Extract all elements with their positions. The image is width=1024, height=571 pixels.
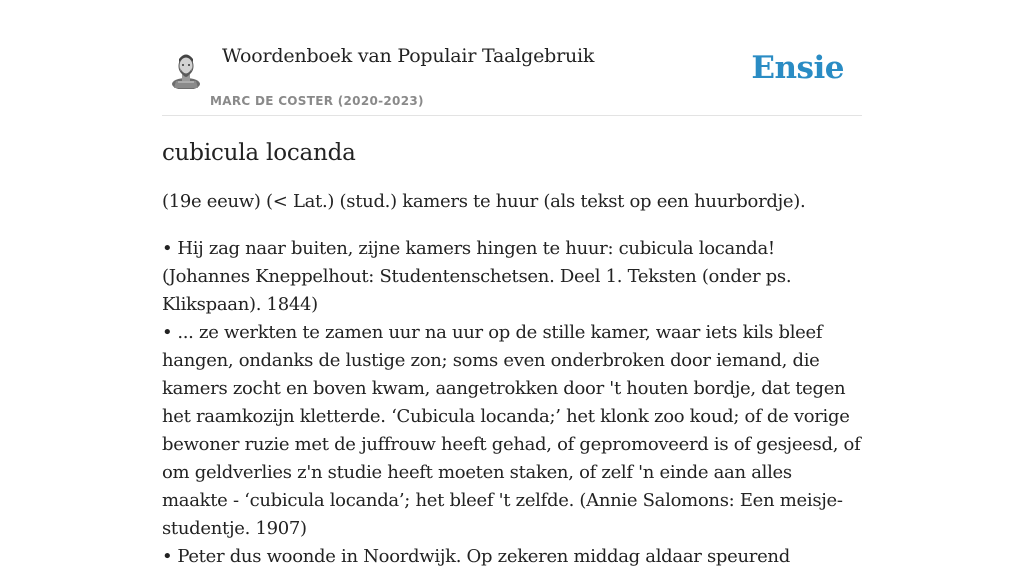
quote-item: [162, 235, 862, 319]
quote-item: [162, 319, 862, 543]
site-header: [162, 0, 862, 116]
bullet-icon: •: [162, 546, 173, 567]
quote-text: Hij zag naar buiten, zijne kamers hingen te huur: cubicula locanda! (Johannes Kneppelhout: Studentenschetsen. Deel 1. Teksten (onder ps. Klikspaan). 1844): [162, 238, 792, 315]
quote-text: ... ze werkten te zamen uur na uur op de stille kamer, waar iets kils bleef hangen, ondanks de lustige zon; soms even onderbroken door iemand, die kamers zocht en boven kwam, aangetrokken door 't houten bordje, dat tegen het raamkozijn kletterde. ‘Cubicula locanda;’ het klonk zoo koud; of de vorige bewoner ruzie met de juffrouw heeft gehad, of gepromoveerd is of gesjeesd, of om geldverlies z'n studie heeft moeten staken, of zelf 'n einde aan alles maakte - ‘cubicula locanda’; het bleef 't zelfde. (Annie Salomons: Een meisje-studentje. 1907): [162, 322, 861, 539]
bullet-icon: •: [162, 238, 173, 259]
ensie-logo-link[interactable]: Ensie: [751, 50, 844, 86]
bullet-icon: •: [162, 322, 173, 343]
author-name: MARC DE COSTER (2020-2023): [210, 94, 424, 108]
quotes-list: [162, 235, 862, 571]
quote-item: [162, 543, 862, 571]
dictionary-title[interactable]: Woordenboek van Populair Taalgebruik: [222, 45, 595, 67]
headword: cubicula locanda: [162, 140, 356, 166]
page: [162, 0, 862, 571]
quote-text: Peter dus woonde in Noordwijk. Op zekeren middag aldaar speurend: [177, 546, 790, 567]
definition-text: (19e eeuw) (< Lat.) (stud.) kamers te huur (als tekst op een huurbordje).: [162, 191, 806, 212]
author-portrait-icon[interactable]: [170, 51, 202, 89]
